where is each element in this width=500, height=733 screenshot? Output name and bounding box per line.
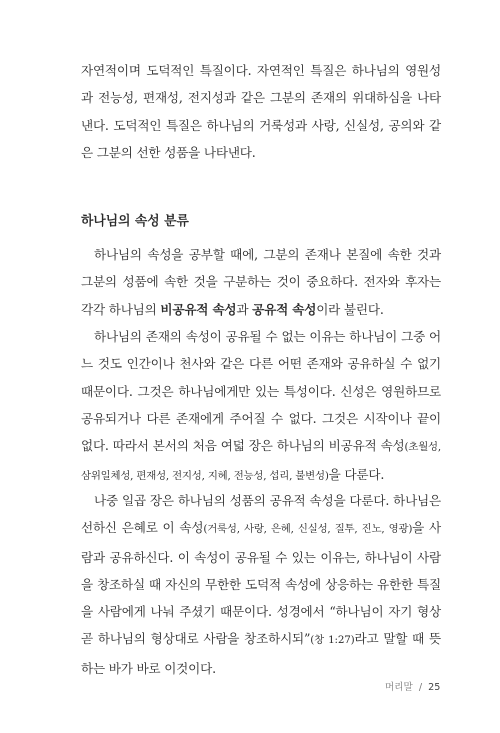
p3-text-3: 라고 말할 때 뜻하는 바가 바로 이것이다.	[81, 631, 441, 676]
intro-text: 자연적이며 도덕적인 특질이다. 자연적인 특질은 하나님의 영원성과 전능성, 편재성, 전지성과 같은 그분의 존재의 위대하심을 나타낸다. 도덕적인 특질은 하나님의 거룩성과 사랑, 신실성, 공의와 같은 그분의 선한 성품을 나타낸다.	[81, 63, 441, 160]
paragraph-1	[81, 241, 441, 323]
p3-citation: (창 1:27)	[310, 634, 355, 647]
p2-text-end: 을 다룬다.	[328, 467, 385, 483]
paragraph-3	[81, 487, 441, 682]
p2-parenthetical: (초월성, 삼위일체성, 편재성, 전지성, 지혜, 전능성, 섭리, 불변성)	[81, 441, 441, 483]
p1-text-3: 이라 불린다.	[316, 301, 384, 317]
p1-text-1: 하나님의 속성을 공부할 때에, 그분의 존재나 본질에 속한 것과 그분의 성품에 속한 것을 구분하는 것이 중요하다. 전자와 후자는 각각 하나님의	[81, 247, 441, 317]
section-heading: 하나님의 속성 분류	[81, 214, 189, 229]
footer-separator: /	[418, 682, 423, 693]
intro-paragraph	[81, 57, 441, 166]
footer-label: 머리말	[385, 682, 413, 693]
p1-bold-communicable: 공유적 속성	[252, 301, 317, 317]
p1-text-2: 과	[236, 301, 253, 317]
p3-text-1: 나중 일곱 장은 하나님의 성품의 공유적 속성을 다룬다. 하나님은 선하신 은혜로 이 속성	[81, 493, 441, 536]
p3-parenthetical-1: (거룩성, 사랑, 은혜, 신실성, 질투, 진노, 영광)	[203, 523, 413, 536]
paragraph-2	[81, 323, 441, 491]
page-footer	[385, 679, 440, 693]
page-number: 25	[428, 682, 441, 693]
p1-bold-incommunicable: 비공유적 속성	[160, 301, 237, 317]
p3-text-2: 을 사람과 공유하신다. 이 속성이 공유될 수 있는 이유는, 하나님이 사람을 창조하실 때 자신의 무한한 도덕적 속성에 상응하는 유한한 특질을 사람에게 나눠 주셨기 때문이다. 성경에서 “하나님이 자기 형상 곧 하나님의 형상대로 사람을 창조하시되”	[81, 520, 441, 647]
p2-text-main: 하나님의 존재의 속성이 공유될 수 없는 이유는 하나님이 그중 어느 것도 인간이나 천사와 같은 다른 어떤 존재와 공유하실 수 없기 때문이다. 그것은 하나님에게만 있는 특성이다. 신성은 영원하므로 공유되거나 다른 존재에게 주어질 수 없다. 그것은 시작이나 끝이 없다. 따라서 본서의 처음 여덟 장은 하나님의 비공유적 속성	[81, 329, 441, 454]
